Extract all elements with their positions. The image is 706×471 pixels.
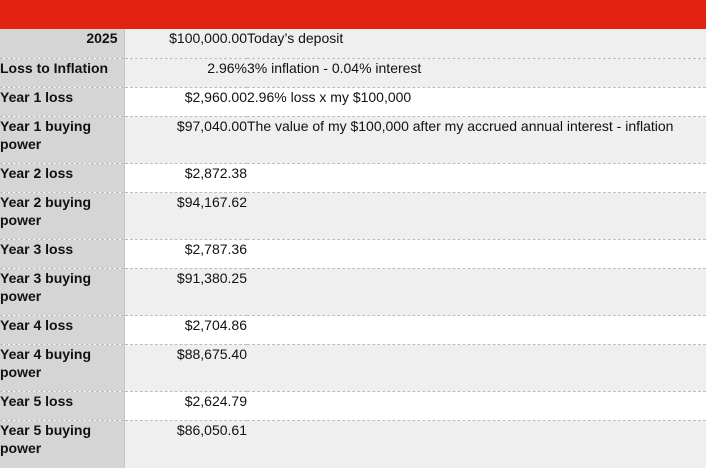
row-label[interactable]: Year 1 loss <box>0 87 124 116</box>
row-value[interactable]: $91,380.25 <box>124 268 247 315</box>
row-value[interactable]: 2.96% <box>124 58 247 87</box>
row-label[interactable]: Year 3 buying power <box>0 268 124 315</box>
table-row <box>0 87 706 116</box>
row-note[interactable] <box>247 192 706 239</box>
table-row <box>0 344 706 391</box>
table-row <box>0 29 706 58</box>
row-note[interactable] <box>247 163 706 192</box>
row-value[interactable]: $2,624.79 <box>124 391 247 420</box>
row-value[interactable]: $2,872.38 <box>124 163 247 192</box>
table-row <box>0 58 706 87</box>
row-label[interactable]: Year 4 buying power <box>0 344 124 391</box>
row-note[interactable]: 3% inflation - 0.04% interest <box>247 58 706 87</box>
row-label[interactable]: Year 2 buying power <box>0 192 124 239</box>
row-note[interactable]: The value of my $100,000 after my accrued annual interest - inflation <box>247 116 706 163</box>
row-value[interactable]: $94,167.62 <box>124 192 247 239</box>
row-note[interactable]: Today’s deposit <box>247 29 706 58</box>
row-label[interactable]: Year 2 loss <box>0 163 124 192</box>
row-value[interactable]: $97,040.00 <box>124 116 247 163</box>
row-note[interactable] <box>247 315 706 344</box>
row-label[interactable]: 2025 <box>0 29 124 58</box>
row-note[interactable] <box>247 268 706 315</box>
row-label[interactable]: Year 3 loss <box>0 239 124 268</box>
row-value[interactable]: $2,960.00 <box>124 87 247 116</box>
table-row <box>0 192 706 239</box>
table-row <box>0 315 706 344</box>
row-label[interactable]: Year 5 loss <box>0 391 124 420</box>
table-row <box>0 268 706 315</box>
row-label[interactable]: Year 5 buying power <box>0 420 124 468</box>
table-row <box>0 420 706 468</box>
row-value[interactable]: $86,050.61 <box>124 420 247 468</box>
row-label[interactable]: Loss to Inflation <box>0 58 124 87</box>
row-value[interactable]: $2,704.86 <box>124 315 247 344</box>
data-table <box>0 29 706 468</box>
row-note[interactable] <box>247 344 706 391</box>
row-note[interactable] <box>247 239 706 268</box>
row-note[interactable]: 2.96% loss x my $100,000 <box>247 87 706 116</box>
table-row <box>0 391 706 420</box>
table-row <box>0 116 706 163</box>
table-row <box>0 239 706 268</box>
row-value[interactable]: $2,787.36 <box>124 239 247 268</box>
row-label[interactable]: Year 1 buying power <box>0 116 124 163</box>
row-note[interactable] <box>247 391 706 420</box>
header-band <box>0 0 706 29</box>
row-value[interactable]: $88,675.40 <box>124 344 247 391</box>
row-value[interactable]: $100,000.00 <box>124 29 247 58</box>
table-row <box>0 163 706 192</box>
row-label[interactable]: Year 4 loss <box>0 315 124 344</box>
row-note[interactable] <box>247 420 706 468</box>
